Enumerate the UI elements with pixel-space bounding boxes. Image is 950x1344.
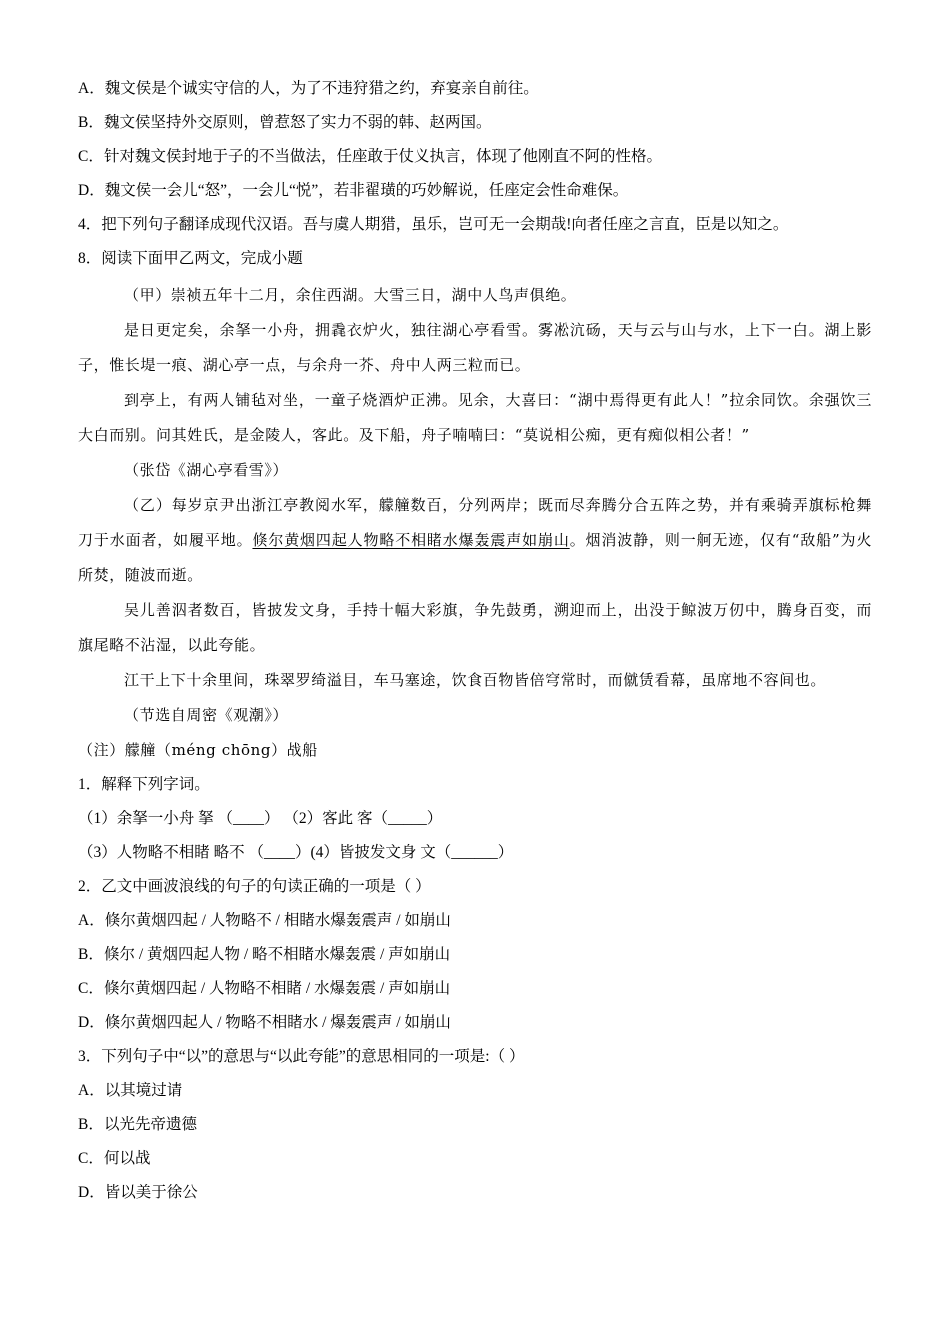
question-3-options <box>78 1074 872 1210</box>
question-1-blank-line-2: （3）人物略不相睹 略不 （____）(4）皆披发文身 文（______） <box>78 844 514 861</box>
option-item <box>78 1108 872 1142</box>
option-item <box>78 1176 872 1210</box>
option-item <box>78 1074 872 1108</box>
option-label: A． <box>78 912 105 929</box>
option-item <box>78 904 872 938</box>
question-1-blank-line-1: （1）余拏一小舟 拏 （____） （2）客此 客（_____） <box>78 810 443 827</box>
question-8: 8．阅读下面甲乙两文，完成小题 <box>78 250 303 267</box>
option-item <box>78 938 872 972</box>
question-2-stem: 2．乙文中画波浪线的句子的句读正确的一项是（ ） <box>78 878 431 895</box>
option-item <box>78 106 872 140</box>
jia-paragraph-1: （甲）崇祯五年十二月，余住西湖。大雪三日，湖中人鸟声俱绝。 <box>124 286 577 304</box>
option-label: D． <box>78 1014 105 1031</box>
option-label: D． <box>78 182 105 199</box>
yi-paragraph-1-before: （乙）每岁京尹出浙江亭教阅水军，艨艟数百，分列两岸；既而尽奔腾分合五阵之势，并有乘骑弄旗标枪舞刀于水面者，如履平地。 <box>78 496 872 549</box>
option-item <box>78 1142 872 1176</box>
option-text: 倏尔黄烟四起 / 人物略不 / 相睹水爆轰震声 / 如崩山 <box>104 912 451 929</box>
option-text: 针对魏文侯封地于子的不当做法，任座敢于仗义执言，体现了他刚直不阿的性格。 <box>104 148 663 165</box>
option-label: C． <box>78 1150 104 1167</box>
option-text: 以其境过请 <box>104 1082 183 1099</box>
option-label: B． <box>78 114 104 131</box>
footnote: （注）艨艟（méng chōng）战船 <box>78 741 318 759</box>
yi-paragraph-3: 江干上下十余里间，珠翠罗绮溢目，车马塞途，饮食百物皆倍穹常时，而僦赁看幕，虽席地不容间也。 <box>124 671 827 689</box>
option-item <box>78 72 872 106</box>
option-item <box>78 140 872 174</box>
jia-paragraph-2: 是日更定矣，余拏一小舟，拥毳衣炉火，独往湖心亭看雪。雾凇沆砀，天与云与山与水，上下一白。湖上影子，惟长堤一痕、湖心亭一点，与余舟一芥、舟中人两三粒而已。 <box>78 321 872 374</box>
option-text: 魏文侯是个诚实守信的人，为了不违狩猎之约，弃宴亲自前往。 <box>104 80 539 97</box>
option-label: A． <box>78 80 105 97</box>
yi-source: （节选自周密《观潮》） <box>124 706 289 724</box>
option-item <box>78 1006 872 1040</box>
question-4: 4．把下列句子翻译成现代汉语。吾与虞人期猎，虽乐，岂可无一会期哉!向者任座之言直，臣是以知之。 <box>78 216 789 233</box>
option-label: D． <box>78 1184 105 1201</box>
question-3-stem: 3．下列句子中“以”的意思与“以此夸能”的意思相同的一项是:（ ） <box>78 1048 525 1065</box>
yi-paragraph-1 <box>78 488 872 593</box>
option-text: 倏尔黄烟四起人 / 物略不相睹水 / 爆轰震声 / 如崩山 <box>104 1014 451 1031</box>
option-label: C． <box>78 980 104 997</box>
option-item <box>78 972 872 1006</box>
yi-paragraph-1-after: 。烟消波静，则一舸无迹，仅有“敌船”为火所焚，随波而逝。 <box>78 531 872 584</box>
option-label: B． <box>78 946 104 963</box>
option-item <box>78 174 872 208</box>
option-text: 魏文侯坚持外交原则，曾惹怒了实力不弱的韩、赵两国。 <box>104 114 492 131</box>
option-text: 倏尔黄烟四起 / 人物略不相睹 / 水爆轰震 / 声如崩山 <box>104 980 451 997</box>
option-text: 皆以美于徐公 <box>104 1184 198 1201</box>
option-text: 魏文侯一会儿“怒”，一会儿“悦”，若非翟璜的巧妙解说，任座定会性命难保。 <box>104 182 629 199</box>
option-text: 何以战 <box>104 1150 151 1167</box>
jia-source: （张岱《湖心亭看雪》） <box>124 461 289 479</box>
option-text: 以光先帝遗德 <box>104 1116 198 1133</box>
jia-paragraph-3: 到亭上，有两人铺毡对坐，一童子烧酒炉正沸。见余，大喜曰：“湖中焉得更有此人！”拉余同饮。余强饮三大白而别。问其姓氏，是金陵人，客此。及下船，舟子喃喃曰：“莫说相公痴，更有痴似相公者！” <box>78 391 872 444</box>
question-1-stem: 1．解释下列字词。 <box>78 776 210 793</box>
question-2-options <box>78 904 872 1040</box>
option-label: B． <box>78 1116 104 1133</box>
option-text: 倏尔 / 黄烟四起人物 / 略不相睹水爆轰震 / 声如崩山 <box>104 946 451 963</box>
yi-paragraph-2: 吴儿善泅者数百，皆披发文身，手持十幅大彩旗，争先鼓勇，溯迎而上，出没于鲸波万仞中，腾身百变，而旗尾略不沾湿，以此夸能。 <box>78 601 872 654</box>
yi-underlined-clause: 倏尔黄烟四起人物略不相睹水爆轰震声如崩山 <box>252 531 570 549</box>
option-label: A． <box>78 1082 105 1099</box>
option-label: C． <box>78 148 104 165</box>
option-list-top <box>78 72 872 208</box>
